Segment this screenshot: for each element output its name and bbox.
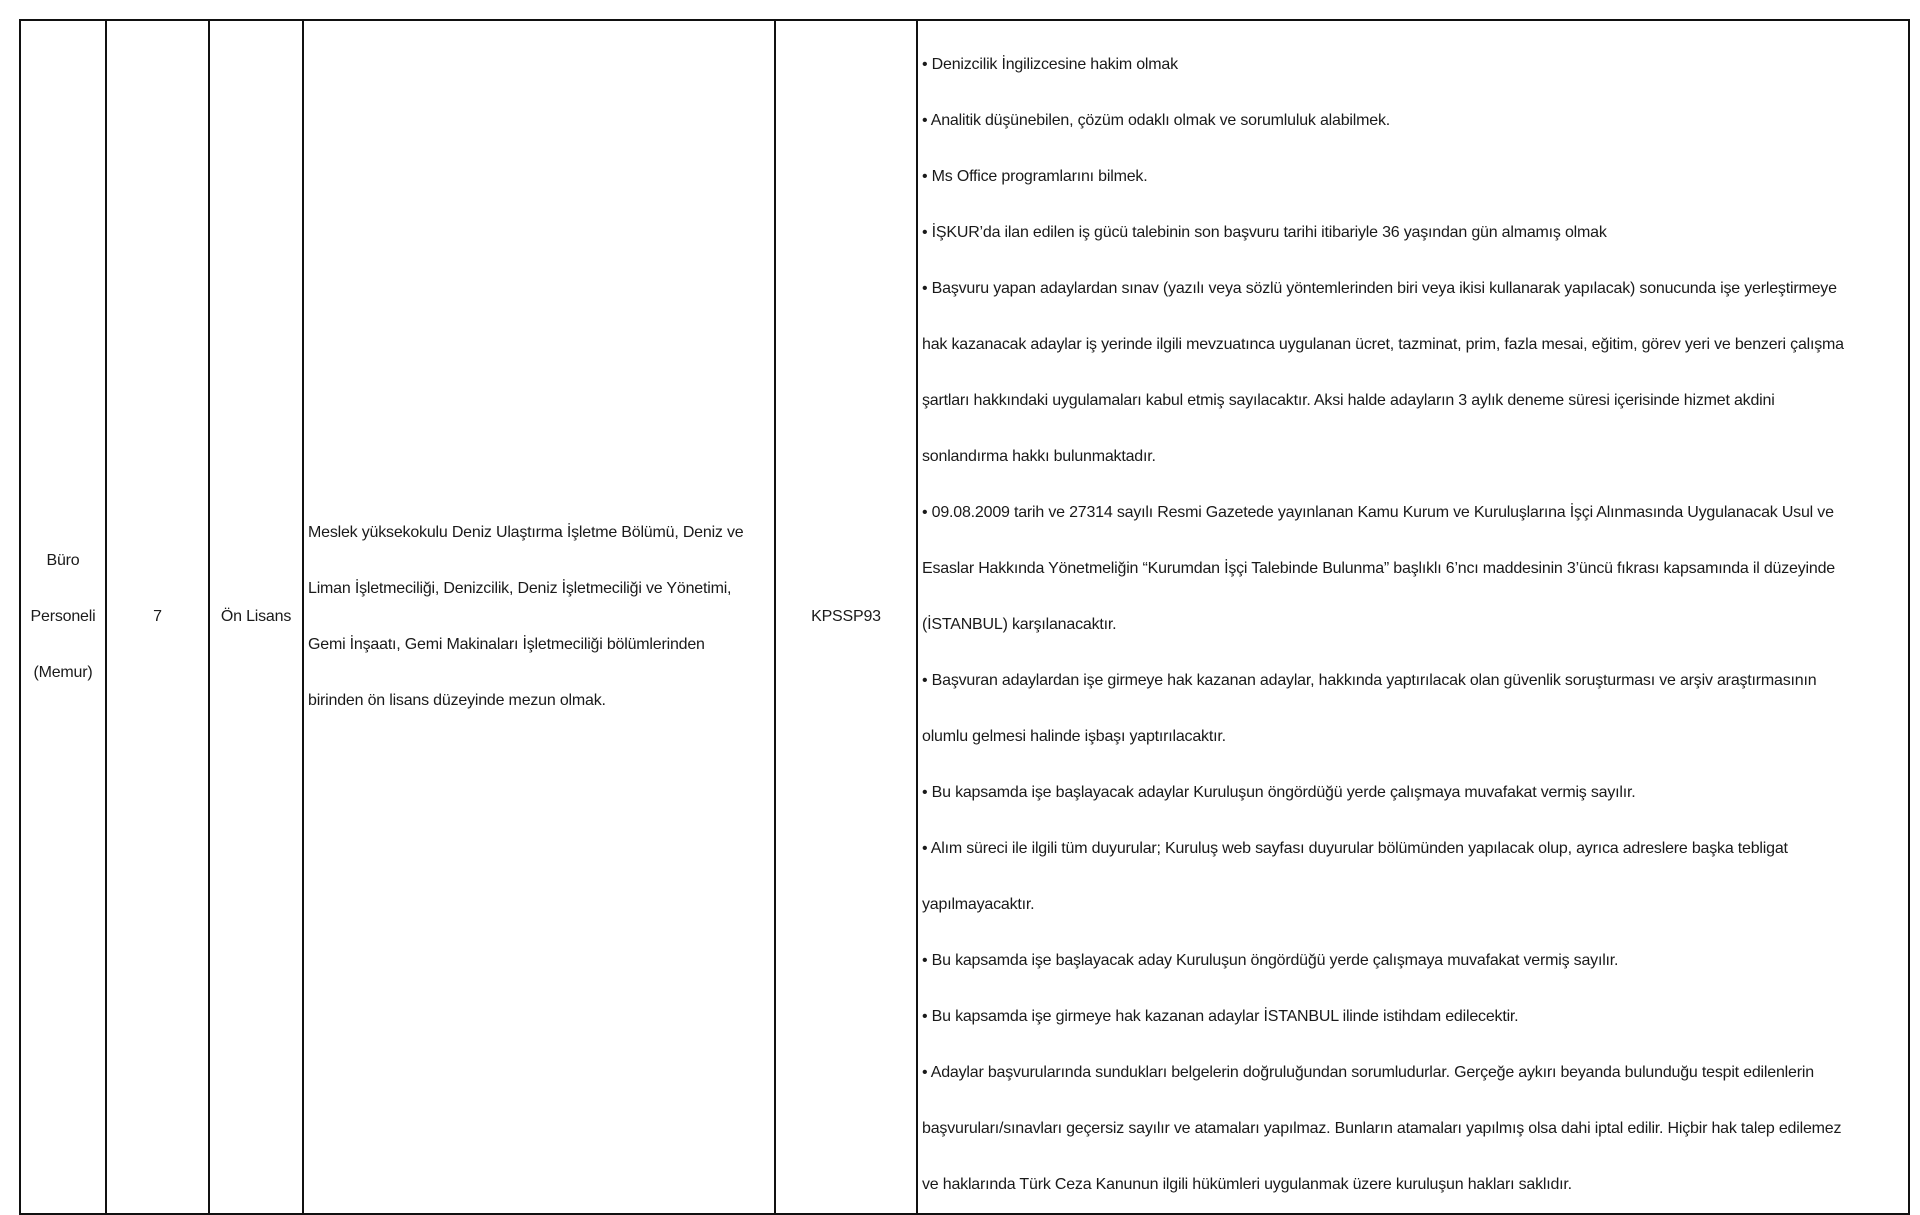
requirements-cell (917, 20, 1909, 1214)
requirement-line: • Bu kapsamda işe girmeye hak kazanan adaylar İSTANBUL ilinde istihdam edilecektir. (922, 1008, 1519, 1025)
requirement-line: • Başvuran adaylardan işe girmeye hak kazanan adaylar, hakkında yaptırılacak olan güvenlik soruşturması ve arşiv araştırmasının (922, 672, 1817, 689)
education-level: Ön Lisans (220, 608, 292, 625)
department-line: birinden ön lisans düzeyinde mezun olmak. (308, 692, 606, 709)
department-line: Liman İşletmeciliği, Denizcilik, Deniz İşletmeciliği ve Yönetimi, (308, 580, 732, 597)
requirement-line: şartları hakkındaki uygulamaları kabul etmiş sayılacaktır. Aksi halde adayların 3 aylık deneme süresi içerisinde hizmet akdini (922, 392, 1775, 409)
requirement-line: • Bu kapsamda işe başlayacak aday Kuruluşun öngördüğü yerde çalışmaya muvafakat vermiş sayılır. (922, 952, 1619, 969)
requirement-line: • Bu kapsamda işe başlayacak adaylar Kuruluşun öngördüğü yerde çalışmaya muvafakat vermiş sayılır. (922, 784, 1636, 801)
position-count: 7 (153, 608, 162, 625)
requirement-line: sonlandırma hakkı bulunmaktadır. (922, 448, 1156, 465)
position-cell (20, 20, 106, 1214)
requirements-list (918, 21, 1908, 1213)
exam-code: KPSSP93 (811, 608, 881, 625)
requirement-line: (İSTANBUL) karşılanacaktır. (922, 616, 1117, 633)
position-line: Personeli (30, 608, 96, 625)
position-line: (Memur) (33, 664, 93, 681)
requirement-line: olumlu gelmesi halinde işbaşı yaptırılacaktır. (922, 728, 1226, 745)
requirement-line: • Analitik düşünebilen, çözüm odaklı olmak ve sorumluluk alabilmek. (922, 112, 1390, 129)
position-line: Büro (46, 552, 80, 569)
requirement-line: • Alım süreci ile ilgili tüm duyurular; Kuruluş web sayfası duyurular bölümünden yapılacak olup, ayrıca adreslere başka tebligat (922, 840, 1788, 857)
requirement-line: başvuruları/sınavları geçersiz sayılır ve atamaları yapılmaz. Bunların atamaları yapılmış olsa dahi iptal edilir. Hiçbir hak talep edilemez (922, 1120, 1842, 1137)
requirement-line: hak kazanacak adaylar iş yerinde ilgili mevzuatınca uygulanan ücret, tazminat, prim, fazla mesai, eğitim, görev yeri ve benzeri çalışma (922, 336, 1844, 353)
requirement-line: • Denizcilik İngilizcesine hakim olmak (922, 56, 1178, 73)
exam-code-cell (775, 20, 917, 1214)
department-line: Gemi İnşaatı, Gemi Makinaları İşletmeciliği bölümlerinden (308, 636, 705, 653)
requirement-line: • Ms Office programlarını bilmek. (922, 168, 1148, 185)
department-line: Meslek yüksekokulu Deniz Ulaştırma İşletme Bölümü, Deniz ve (308, 524, 744, 541)
requirement-line: • 09.08.2009 tarih ve 27314 sayılı Resmi Gazetede yayınlanan Kamu Kurum ve Kuruluşlarına İşçi Alınmasında Uygulanacak Usul ve (922, 504, 1834, 521)
table-row (20, 20, 1909, 1214)
requirement-line: Esaslar Hakkında Yönetmeliğin “Kurumdan İşçi Talebinde Bulunma” başlıklı 6’ncı maddesinin 3’üncü fıkrası kapsamında il düzeyinde (922, 560, 1835, 577)
requirement-line: yapılmayacaktır. (922, 896, 1035, 913)
requirement-line: • İŞKUR’da ilan edilen iş gücü talebinin son başvuru tarihi itibariyle 36 yaşından gün almamış olmak (922, 224, 1607, 241)
department-cell (303, 20, 775, 1214)
count-cell (106, 20, 209, 1214)
education-cell (209, 20, 303, 1214)
requirement-line: • Adaylar başvurularında sundukları belgelerin doğruluğundan sorumludurlar. Gerçeğe aykırı beyanda bulunduğu tespit edilenlerin (922, 1064, 1814, 1081)
job-requirements-table (19, 19, 1910, 1215)
requirement-line: • Başvuru yapan adaylardan sınav (yazılı veya sözlü yöntemlerinden biri veya ikisi kullanarak yapılacak) sonucunda işe yerleştirmeye (922, 280, 1837, 297)
requirement-line: ve haklarında Türk Ceza Kanunun ilgili hükümleri uygulanmak üzere kuruluşun hakları saklıdır. (922, 1176, 1572, 1193)
